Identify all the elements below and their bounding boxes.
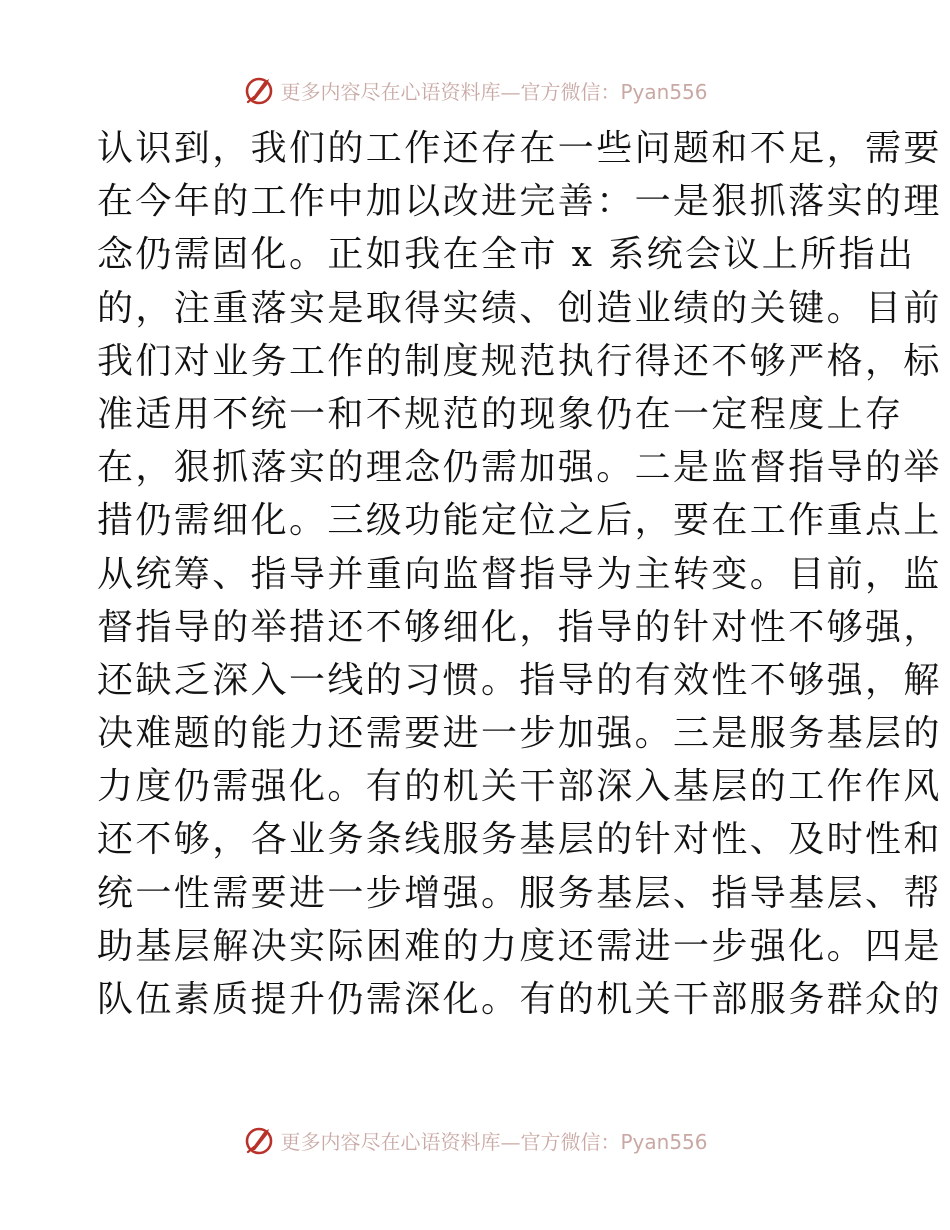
footer-banner-text [280,1126,707,1155]
header-wechat-id: Pyan556 [620,79,708,104]
footer-wechat-id: Pyan556 [620,1129,708,1154]
body-line: 措仍需细化。三级功能定位之后，要在工作重点上 [97,500,942,542]
body-line: 决难题的能力还需要进一步加强。三是服务基层的 [97,713,942,755]
body-line: 在，狠抓落实的理念仍需加强。二是监督指导的举 [97,447,942,489]
body-line: 认识到，我们的工作还存在一些问题和不足，需要 [97,128,942,169]
header-banner-label: 更多内容尽在心语资料库—官方微信： [280,79,621,104]
body-line: 还不够，各业务条线服务基层的针对性、及时性和 [97,819,942,861]
footer-banner-label: 更多内容尽在心语资料库—官方微信： [280,1129,621,1154]
body-line: 力度仍需强化。有的机关干部深入基层的工作作风 [97,766,942,808]
body-line: 助基层解决实际困难的力度还需进一步强化。四是 [97,925,942,967]
body-line: 从统筹、指导并重向监督指导为主转变。目前，监 [97,553,942,595]
header-banner-text [280,76,707,105]
body-line: 统一性需要进一步增强。服务基层、指导基层、帮 [97,872,942,914]
body-line: 督指导的举措还不够细化，指导的针对性不够强， [97,606,942,648]
quill-logo-icon [242,1123,276,1157]
body-line: 队伍素质提升仍需深化。有的机关干部服务群众的 [97,979,942,1020]
body-line: 的，注重落实是取得实绩、创造业绩的关键。目前 [97,287,942,329]
document-body [97,122,942,1026]
header-banner [0,70,950,110]
body-line: 我们对业务工作的制度规范执行得还不够严格，标 [97,340,942,382]
footer-banner [0,1120,950,1160]
body-line: 准适用不统一和不规范的现象仍在一定程度上存 [97,393,904,435]
body-line: 念仍需固化。正如我在全市 x 系统会议上所指出 [97,234,916,276]
quill-logo-icon [242,73,276,107]
body-line: 还缺乏深入一线的习惯。指导的有效性不够强，解 [97,659,942,701]
body-line: 在今年的工作中加以改进完善：一是狠抓落实的理 [97,181,942,223]
